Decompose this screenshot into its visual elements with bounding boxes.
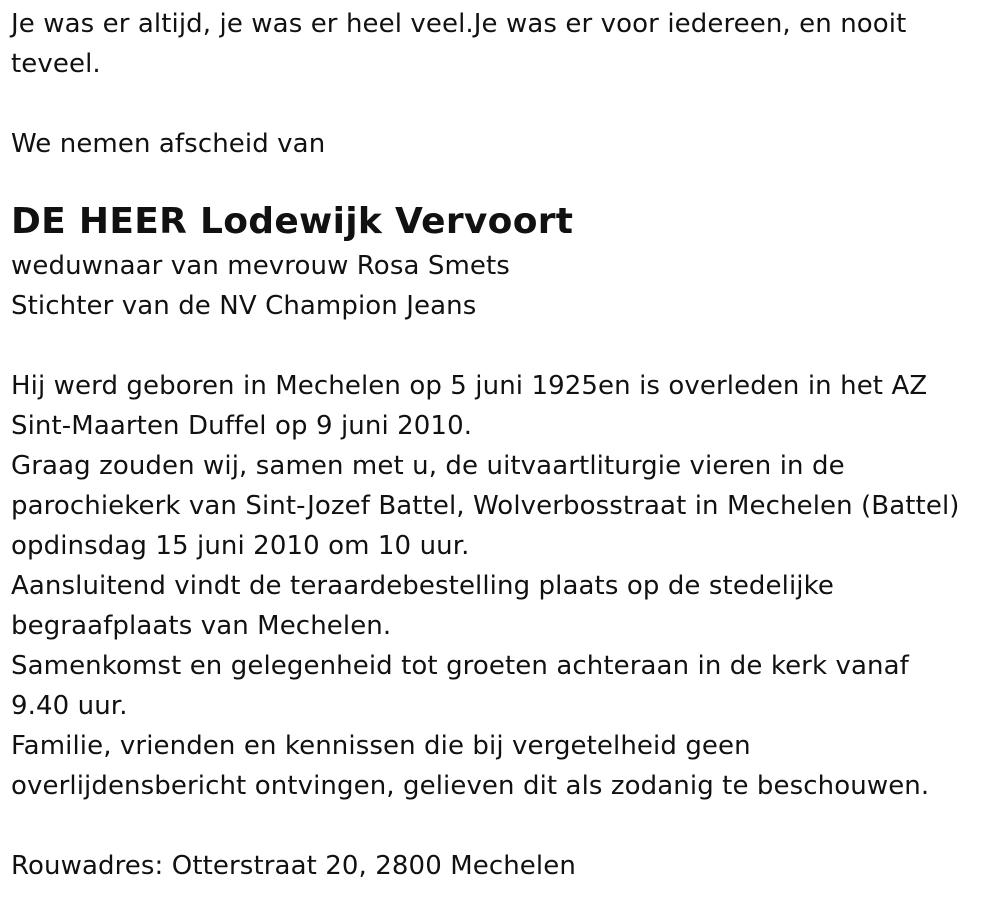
announcement-line: Sint-Maarten Duffel op 9 juni 2010.: [11, 411, 473, 441]
spacer: [11, 326, 986, 366]
deceased-detail-widower: weduwnaar van mevrouw Rosa Smets: [11, 251, 510, 281]
announcement-line: Familie, vrienden en kennissen die bij vergetelheid geen: [11, 731, 751, 761]
opening-line-2: teveel.: [11, 49, 101, 79]
announcement-line: overlijdensbericht ontvingen, gelieven dit als zodanig te beschouwen.: [11, 771, 930, 801]
spacer: [11, 84, 986, 124]
announcement-line: Aansluitend vindt de teraardebestelling plaats op de stedelijke: [11, 571, 834, 601]
deceased-name: DE HEER Lodewijk Vervoort: [11, 201, 574, 242]
spacer: [11, 164, 986, 198]
announcement-line: begraafplaats van Mechelen.: [11, 611, 392, 641]
farewell-text: We nemen afscheid van: [11, 129, 326, 159]
mourning-address: Rouwadres: Otterstraat 20, 2800 Mechelen: [11, 851, 576, 881]
announcement-line: Hij werd geboren in Mechelen op 5 juni 1925en is overleden in het AZ: [11, 371, 928, 401]
deceased-detail-founder: Stichter van de NV Champion Jeans: [11, 291, 477, 321]
announcement-line: 9.40 uur.: [11, 691, 128, 721]
announcement-line: Samenkomst en gelegenheid tot groeten achteraan in de kerk vanaf: [11, 651, 909, 681]
obituary-notice: [11, 4, 986, 886]
announcement-line: parochiekerk van Sint-Jozef Battel, Wolverbosstraat in Mechelen (Battel): [11, 491, 960, 521]
spacer: [11, 806, 986, 846]
announcement-line: opdinsdag 15 juni 2010 om 10 uur.: [11, 531, 470, 561]
opening-line-1: Je was er altijd, je was er heel veel.Je was er voor iedereen, en nooit: [11, 9, 907, 39]
announcement-line: Graag zouden wij, samen met u, de uitvaartliturgie vieren in de: [11, 451, 845, 481]
